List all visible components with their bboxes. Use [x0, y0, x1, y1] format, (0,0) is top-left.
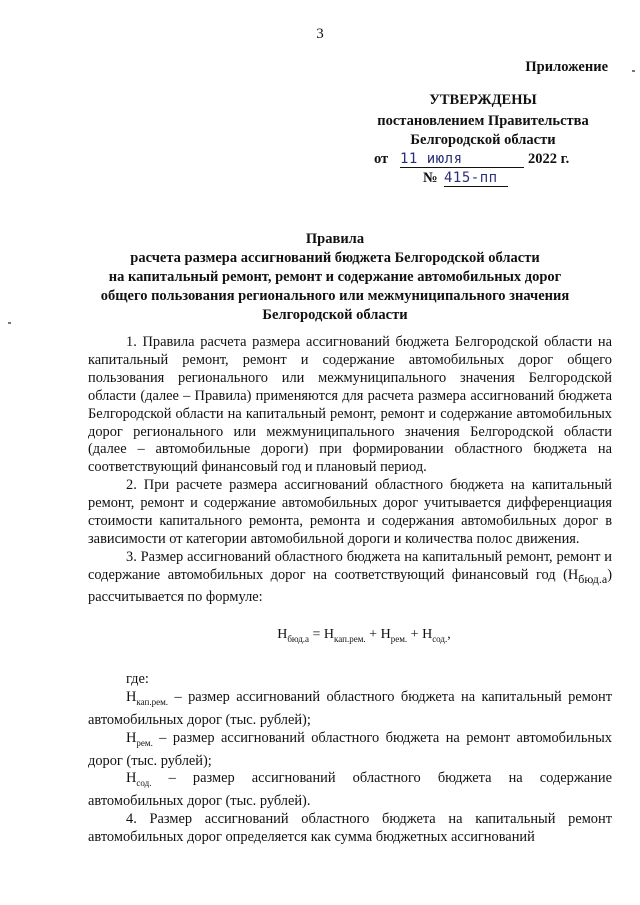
formula-equals: = [309, 627, 324, 643]
paragraph-3 [88, 549, 612, 607]
definition-cap [88, 689, 612, 730]
definition-sod [88, 770, 612, 811]
scan-mark [8, 322, 11, 324]
approval-number-line [350, 169, 616, 189]
where-label: где: [126, 671, 149, 688]
formula-sub-rem: рем. [390, 634, 408, 645]
approval-line-2: Белгородской области [410, 132, 556, 148]
title-line-4: общего пользования регионального или межмуниципального значения [100, 288, 570, 304]
formula-h-sod: Н [422, 627, 433, 643]
def-rem-sub: рем. [136, 737, 153, 748]
scan-mark [632, 70, 635, 72]
title-line-1: Правила [305, 231, 365, 247]
formula-h-rem: Н [380, 627, 391, 643]
formula-end: , [447, 627, 451, 643]
handwritten-date: 11 июля [400, 150, 524, 168]
paragraph-2: 2. При расчете размера ассигнований областного бюджета на капитальный ремонт, ремонт и содержание автомобильных дорог учитывается дифференциация стоимости капитального ремонта, ремонта и содержания автомобильных дорог в зависимости от категории автомобильной дороги и количества полос движения. [88, 477, 612, 547]
def-cap-text: – размер ассигнований областного бюджета на капитальный ремонт автомобильных дорог (тыс. рублей); [88, 689, 612, 728]
paragraph-3-before: 3. Размер ассигнований областного бюджета на капитальный ремонт, ремонт и содержание автомобильных дорог на соответствующий финансовый год (Н [88, 548, 612, 583]
formula-sub-cap: кап.рем. [334, 634, 366, 645]
formula-h-cap: Н [323, 627, 335, 643]
definitions [88, 689, 612, 811]
formula-plus-2: + [407, 627, 423, 643]
number-prefix: № [423, 170, 438, 186]
document-body [88, 334, 612, 847]
formula-h-total: Н [277, 627, 288, 643]
paragraph-1: 1. Правила расчета размера ассигнований бюджета Белгородской области на капитальный ремонт, ремонт и содержание автомобильных дорог общего пользования регионального или межмуниципального значения Белгородской области (далее – Правила) применяются для расчета размера ассигнований бюджета Белгородской области на капитальный ремонт, ремонт и содержание автомобильных дорог регионального или межмуниципального значения Белгородской области (далее – автомобильные дороги) при формировании областного бюджета на соответствующий финансовый год и плановый период. [88, 334, 612, 476]
approval-block [350, 58, 616, 189]
def-cap-sub: кап.рем. [136, 696, 169, 707]
formula-plus-1: + [365, 627, 381, 643]
document-title [70, 230, 600, 325]
title-line-2: расчета размера ассигнований бюджета Белгородской области [130, 250, 540, 266]
handwritten-number: 415-пп [444, 169, 508, 187]
paragraph-3-subscript: бюд.а [578, 571, 608, 586]
approved-heading: УТВЕРЖДЕНЫ [429, 92, 537, 108]
paragraph-3-after: ) рассчитывается по формуле: [88, 566, 612, 605]
def-sod-text: – размер ассигнований областного бюджета на содержание автомобильных дорог (тыс. рублей). [88, 770, 612, 810]
page-number: 3 [316, 26, 324, 42]
date-year: 2022 г. [528, 151, 570, 167]
def-sod-h: Н [126, 770, 137, 787]
title-line-3: на капитальный ремонт, ремонт и содержание автомобильных дорог [108, 269, 562, 285]
title-line-5: Белгородской области [262, 307, 408, 323]
approval-line-1: постановлением Правительства [377, 113, 589, 129]
def-rem-text: – размер ассигнований областного бюджета на ремонт автомобильных дорог (тыс. рублей); [88, 729, 612, 769]
paragraph-4: 4. Размер ассигнований областного бюджета на капитальный ремонт автомобильных дорог определяется как сумма бюджетных ассигнований [88, 811, 612, 846]
formula-sub-sod: сод. [432, 634, 448, 645]
formula [88, 626, 612, 649]
attachment-label: Приложение [525, 59, 608, 75]
definition-rem [88, 730, 612, 771]
def-cap-h: Н [126, 689, 137, 706]
formula-sub-total: бюд.а [287, 634, 310, 645]
def-rem-h: Н [126, 729, 137, 746]
approval-date-line [350, 150, 616, 169]
def-sod-sub: сод. [136, 778, 152, 789]
date-prefix: от [374, 151, 389, 167]
